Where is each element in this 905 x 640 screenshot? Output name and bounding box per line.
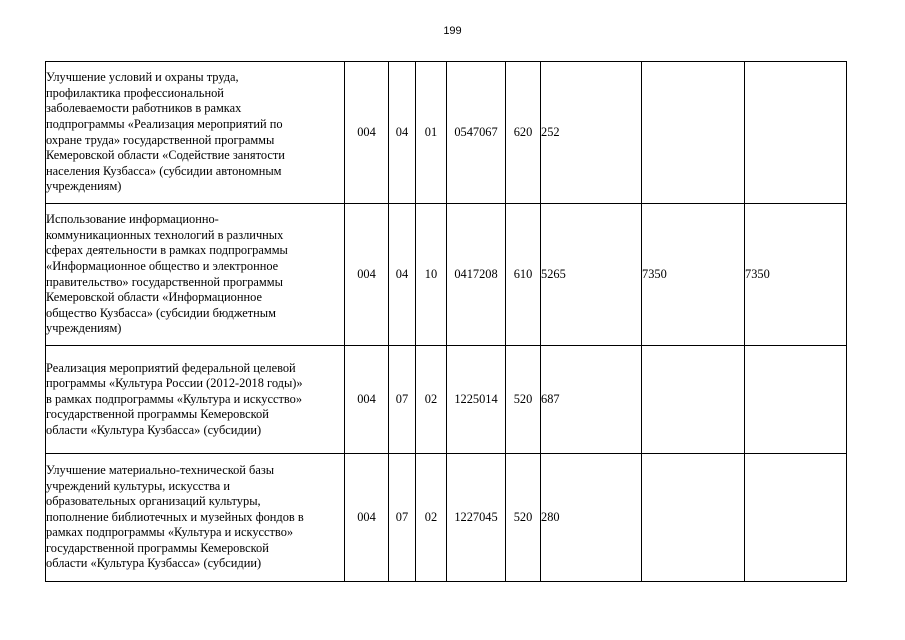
- subsection-code: 10: [416, 204, 447, 346]
- ministry-code: 004: [345, 204, 389, 346]
- expense-type-code: 610: [506, 204, 541, 346]
- expense-type-code: 620: [506, 62, 541, 204]
- expense-type-code: 520: [506, 454, 541, 582]
- budget-table: [45, 61, 847, 582]
- ministry-code: 004: [345, 62, 389, 204]
- section-code: 07: [389, 454, 416, 582]
- amount-year-1: 687: [541, 346, 642, 454]
- amount-year-3: [745, 62, 847, 204]
- section-code: 07: [389, 346, 416, 454]
- row-description: Улучшение материально-технической базы учреждений культуры, искусства и образовательных организаций культуры, пополнение библиотечных и музейных фондов в рамках подпрограммы «Культура и искусство» государственной программы Кемеровской области «Культура Кузбасса» (субсидии): [46, 454, 345, 582]
- amount-year-1: 280: [541, 454, 642, 582]
- target-article-code: 1227045: [447, 454, 506, 582]
- ministry-code: 004: [345, 454, 389, 582]
- ministry-code: 004: [345, 346, 389, 454]
- amount-year-2: [642, 346, 745, 454]
- table-row: [46, 204, 847, 346]
- amount-year-3: 7350: [745, 204, 847, 346]
- amount-year-1: 252: [541, 62, 642, 204]
- amount-year-1: 5265: [541, 204, 642, 346]
- table-row: [46, 454, 847, 582]
- amount-year-2: [642, 62, 745, 204]
- target-article-code: 0417208: [447, 204, 506, 346]
- subsection-code: 02: [416, 346, 447, 454]
- section-code: 04: [389, 204, 416, 346]
- amount-year-2: [642, 454, 745, 582]
- table-row: [46, 346, 847, 454]
- target-article-code: 0547067: [447, 62, 506, 204]
- amount-year-3: [745, 454, 847, 582]
- target-article-code: 1225014: [447, 346, 506, 454]
- row-description: Использование информационно- коммуникационных технологий в различных сферах деятельности в рамках подпрограммы «Информационное общество и электронное правительство» государственной программы Кемеровской области «Информационное общество Кузбасса» (субсидии бюджетным учреждениям): [46, 204, 345, 346]
- page-number: 199: [443, 25, 462, 37]
- subsection-code: 02: [416, 454, 447, 582]
- expense-type-code: 520: [506, 346, 541, 454]
- amount-year-3: [745, 346, 847, 454]
- subsection-code: 01: [416, 62, 447, 204]
- section-code: 04: [389, 62, 416, 204]
- row-description: Реализация мероприятий федеральной целевой программы «Культура России (2012-2018 годы)» в рамках подпрограммы «Культура и искусство» государственной программы Кемеровской области «Культура Кузбасса» (субсидии): [46, 346, 345, 454]
- row-description: Улучшение условий и охраны труда, профилактика профессиональной заболеваемости работников в рамках подпрограммы «Реализация мероприятий по охране труда» государственной программы Кемеровской области «Содействие занятости населения Кузбасса» (субсидии автономным учреждениям): [46, 62, 345, 204]
- table-row: [46, 62, 847, 204]
- amount-year-2: 7350: [642, 204, 745, 346]
